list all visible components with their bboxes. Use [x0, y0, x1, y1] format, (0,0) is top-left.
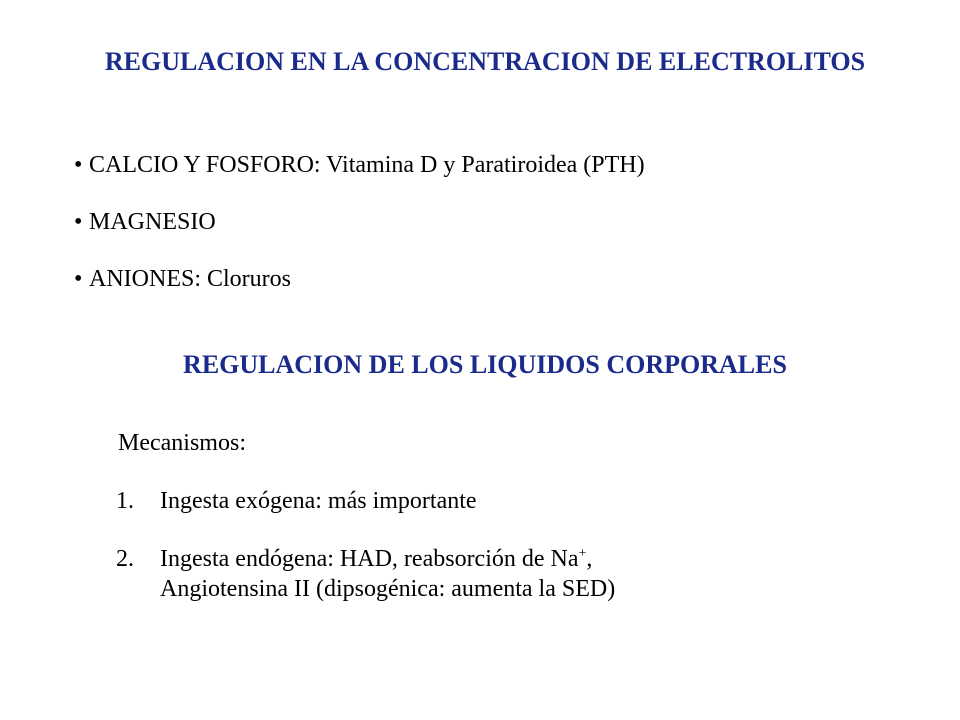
item-number: 1.	[116, 488, 134, 514]
mechanisms-label: Mecanismos:	[118, 430, 246, 456]
bullet-item	[74, 264, 645, 294]
title-liquidos-corporales: REGULACION DE LOS LIQUIDOS CORPORALES	[183, 350, 787, 379]
bullet-dot-icon: •	[74, 266, 83, 292]
title-electrolitos: REGULACION EN LA CONCENTRACION DE ELECTROLITOS	[104, 47, 866, 76]
item-text-comma: ,	[586, 546, 593, 572]
mechanisms-list	[116, 486, 615, 632]
item-text-line1	[160, 546, 592, 572]
bullet-dot-icon: •	[74, 152, 83, 178]
electrolyte-bullet-list	[74, 150, 645, 321]
item-text-main: Ingesta endógena: HAD, reabsorción de Na	[160, 546, 579, 572]
bullet-item	[74, 207, 645, 237]
item-text: Ingesta exógena: más importante	[160, 488, 477, 514]
bullet-text: MAGNESIO	[89, 209, 216, 235]
mechanism-item	[116, 486, 615, 516]
bullet-text: CALCIO Y FOSFORO: Vitamina D y Paratiroidea (PTH)	[89, 152, 645, 178]
superscript-charge: +	[578, 546, 587, 561]
mechanism-item	[116, 544, 615, 604]
bullet-dot-icon: •	[74, 209, 83, 235]
item-text-line2: Angiotensina II (dipsogénica: aumenta la SED)	[160, 576, 616, 602]
bullet-text: ANIONES: Cloruros	[89, 266, 291, 292]
item-number: 2.	[116, 546, 134, 572]
bullet-item	[74, 150, 645, 180]
